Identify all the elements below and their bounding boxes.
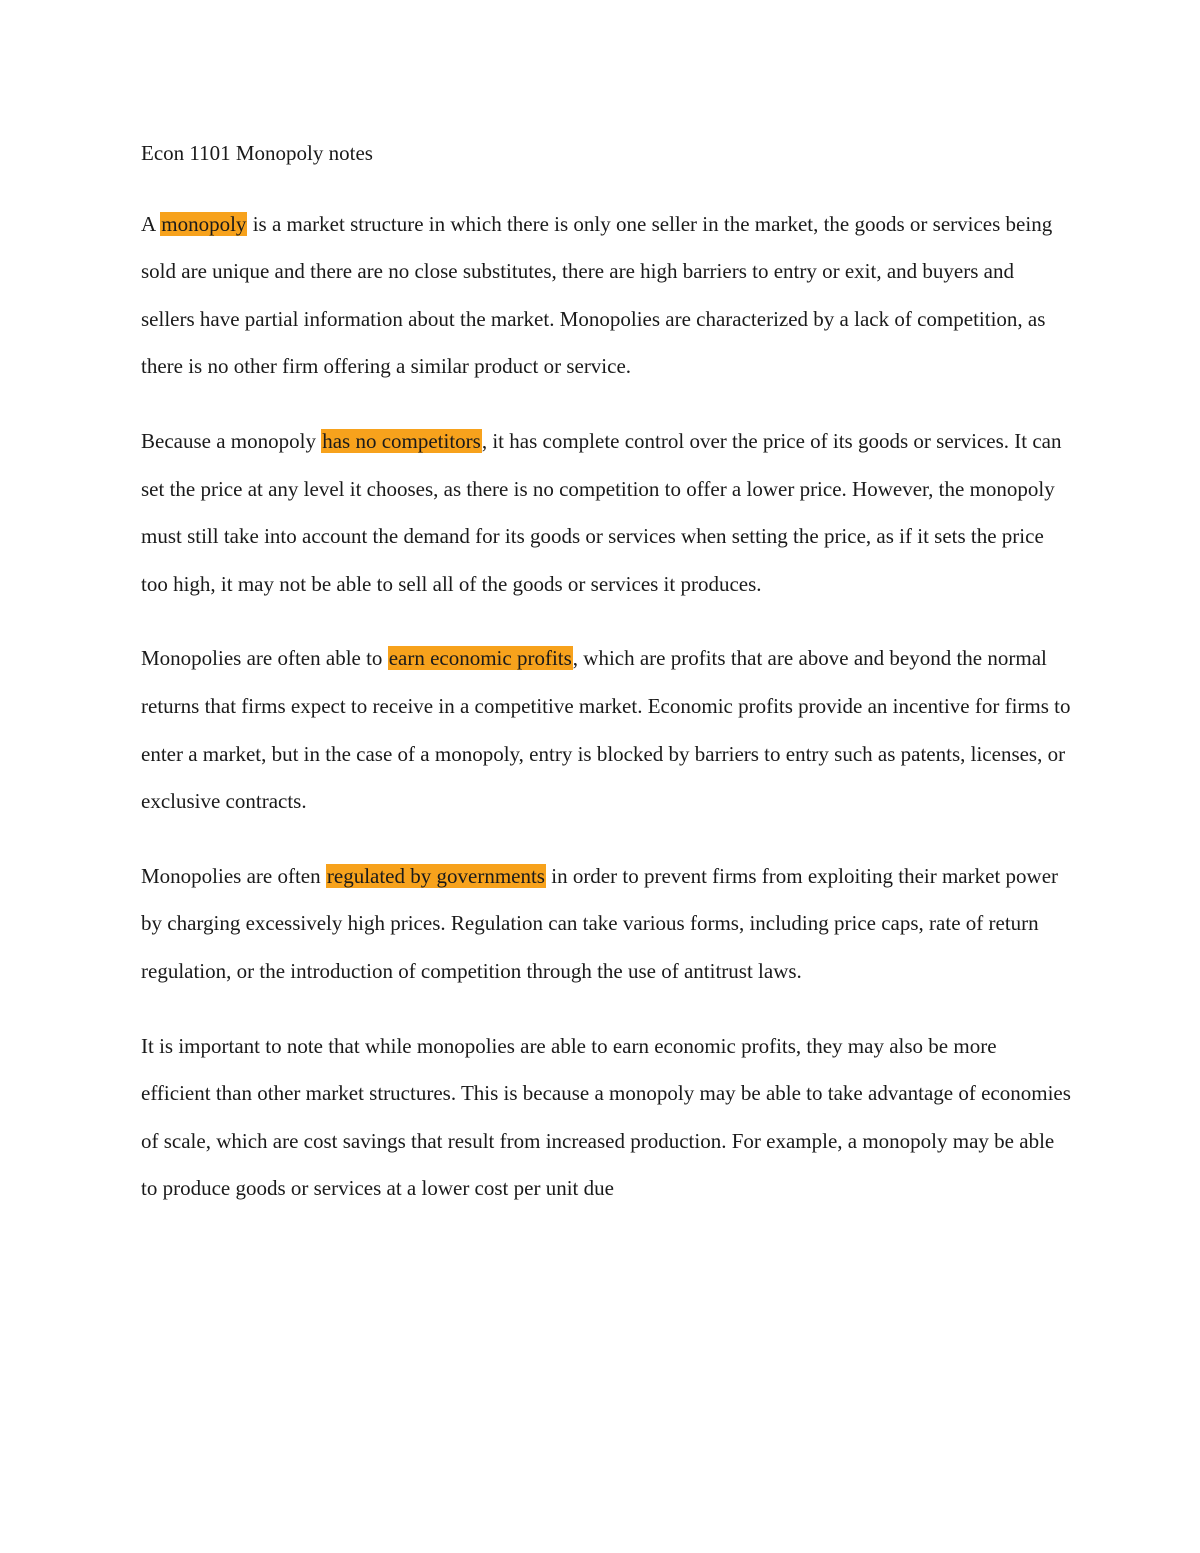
paragraph-text: It is important to note that while monopolies are able to earn economic profits, they may also be more efficient than other market structures. This is because a monopoly may be able to take advantage of economies of scale, which are cost savings that result from increased production. For example, a monopoly may be able to produce goods or services at a lower cost per unit due [141, 1033, 1071, 1201]
document-title: Econ 1101 Monopoly notes [141, 141, 373, 165]
paragraph-text: Monopolies are often able to [141, 646, 388, 671]
paragraph-text: , which are profits that are above and beyond the normal returns that firms expect to receive in a competitive market. Economic profits provide an incentive for firms to enter a market, but in the case of a monopoly, entry is blocked by barriers to entry such as patents, licenses, or exclusive contracts. [141, 646, 1071, 814]
highlighted-term: earn economic profits [388, 646, 572, 671]
highlighted-term: regulated by governments [326, 863, 545, 888]
paragraph-profits [141, 635, 1071, 825]
paragraph-text: Because a monopoly [141, 428, 322, 453]
paragraph-text: is a market structure in which there is only one seller in the market, the goods or services being sold are unique and there are no close substitutes, there are high barriers to entry or exit, and buyers and sellers have partial information about the market. Monopolies are characterized by a lack of competition, as there is no other firm offering a similar product or service. [141, 211, 1053, 379]
highlighted-term: has no competitors [322, 428, 481, 453]
paragraph-regulation [141, 853, 1071, 996]
paragraph-text: A [141, 211, 161, 236]
document-page [141, 130, 1071, 1240]
paragraph-definition [141, 201, 1071, 391]
paragraph-text: Monopolies are often [141, 863, 326, 888]
paragraph-pricing [141, 418, 1071, 608]
paragraph-efficiency [141, 1023, 1071, 1213]
paragraph-text: in order to prevent firms from exploiting their market power by charging excessively high prices. Regulation can take various forms, including price caps, rate of return regulation, or the introduction of competition through the use of antitrust laws. [141, 863, 1059, 983]
paragraph-text: , it has complete control over the price of its goods or services. It can set the price at any level it chooses, as there is no competition to offer a lower price. However, the monopoly must still take into account the demand for its goods or services when setting the price, as if it sets the price too high, it may not be able to sell all of the goods or services it produces. [141, 428, 1062, 596]
highlighted-term: monopoly [161, 211, 247, 236]
